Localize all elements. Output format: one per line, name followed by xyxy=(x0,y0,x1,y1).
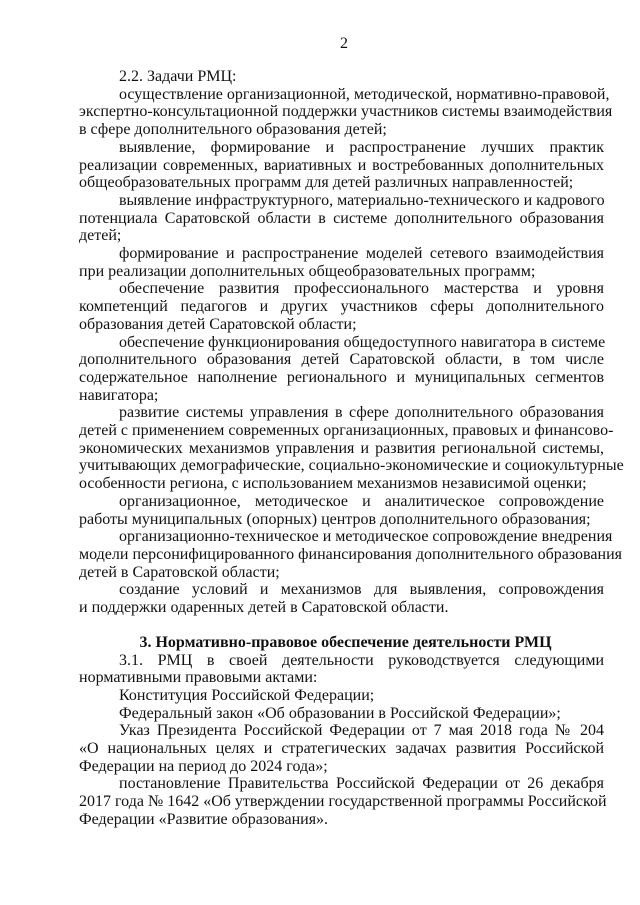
text-line: развитие системы управления в сфере дополнительного образования xyxy=(119,404,604,422)
text-line: формирование и распространение моделей сетевого взаимодействия xyxy=(119,245,604,263)
text-line: обеспечение развития профессионального мастерства и уровня xyxy=(119,280,604,298)
text-line: осуществление организационной, методической, нормативно-правовой, xyxy=(119,85,610,103)
text-line: учитывающих демографические, социально-экономические и социокультурные xyxy=(79,457,624,475)
text-line: 3.1. РМЦ в своей деятельности руководствуется следующими xyxy=(119,651,604,669)
text-line: компетенций педагогов и других участников сферы дополнительного xyxy=(79,298,604,316)
text-line: детей в Саратовской области; xyxy=(79,563,280,581)
paragraph xyxy=(79,722,604,775)
text-line: работы муниципальных (опорных) центров дополнительного образования; xyxy=(79,510,591,528)
document-body xyxy=(79,68,624,829)
text-line: организационно-техническое и методическое сопровождение внедрения xyxy=(119,528,613,546)
text-line: постановление Правительства Российской Федерации от 26 декабря xyxy=(119,775,604,793)
text-line: реализации современных, вариативных и востребованных дополнительных xyxy=(79,156,604,174)
text-line: образования детей Саратовской области; xyxy=(79,315,357,333)
text-line: модели персонифицированного финансирования дополнительного образования xyxy=(79,545,622,563)
text-line: детей; xyxy=(79,227,122,245)
text-line: Конституция Российской Федерации; xyxy=(119,686,375,704)
section-3-legal-basis xyxy=(79,651,607,829)
paragraph xyxy=(79,280,604,333)
text-line: особенности региона, с использованием механизмов независимой оценки; xyxy=(79,475,587,493)
text-line: 2.2. Задачи РМЦ: xyxy=(119,68,237,85)
text-line: при реализации дополнительных общеобразовательных программ; xyxy=(79,262,536,280)
text-line: содержательное наполнение регионального и муниципальных сегментов xyxy=(79,368,604,386)
text-line: экономических механизмов управления и развития региональной системы, xyxy=(79,439,604,457)
paragraph xyxy=(79,85,613,139)
text-line: организационное, методическое и аналитическое сопровождение xyxy=(119,492,604,510)
text-line: Федерации на период до 2024 года»; xyxy=(79,757,328,775)
text-line: потенциала Саратовской области в системе дополнительного образования xyxy=(79,209,604,227)
paragraph xyxy=(79,775,607,828)
text-line: обеспечение функционирования общедоступного навигатора в системе xyxy=(119,333,606,351)
text-line: «О национальных целях и стратегических задачах развития Российской xyxy=(79,740,604,758)
paragraph xyxy=(79,404,624,493)
text-line: выявление, формирование и распространение лучших практик xyxy=(119,138,604,156)
text-line: Федеральный закон «Об образовании в Российской Федерации»; xyxy=(119,704,561,722)
text-line: создание условий и механизмов для выявления, сопровождения xyxy=(119,581,604,599)
paragraph xyxy=(79,493,604,528)
paragraph xyxy=(79,652,604,687)
section-2-tasks xyxy=(79,68,624,617)
paragraph xyxy=(79,334,604,405)
text-line: экспертно-консультационной поддержки участников системы взаимодействия xyxy=(79,103,613,121)
paragraph xyxy=(79,139,604,192)
paragraph xyxy=(79,705,604,723)
text-line: общеобразовательных программ для детей различных направленностей; xyxy=(79,174,574,192)
text-line: дополнительного образования детей Саратовской области, в том числе xyxy=(79,351,604,369)
paragraph xyxy=(79,528,622,581)
text-line: детей с применением современных организационных, правовых и финансово- xyxy=(79,422,614,440)
paragraph xyxy=(79,581,604,616)
text-line: навигатора; xyxy=(79,386,159,404)
paragraph xyxy=(79,192,604,245)
text-line: в сфере дополнительного образования детей; xyxy=(79,121,387,139)
paragraph xyxy=(79,245,604,280)
page-number: 2 xyxy=(340,35,348,52)
text-line: Федерации «Развитие образования». xyxy=(79,810,329,828)
text-line: нормативными правовыми актами: xyxy=(79,669,318,687)
paragraph xyxy=(79,68,604,86)
section-3-heading: 3. Нормативно-правовое обеспечение деятельности РМЦ xyxy=(139,633,552,651)
text-line: выявление инфраструктурного, материально-технического и кадрового xyxy=(119,191,605,209)
paragraph xyxy=(79,687,604,705)
text-line: Указ Президента Российской Федерации от 7 мая 2018 года № 204 xyxy=(119,722,604,740)
text-line: и поддержки одаренных детей в Саратовской области. xyxy=(79,599,449,617)
text-line: 2017 года № 1642 «Об утверждении государственной программы Российской xyxy=(79,793,607,811)
